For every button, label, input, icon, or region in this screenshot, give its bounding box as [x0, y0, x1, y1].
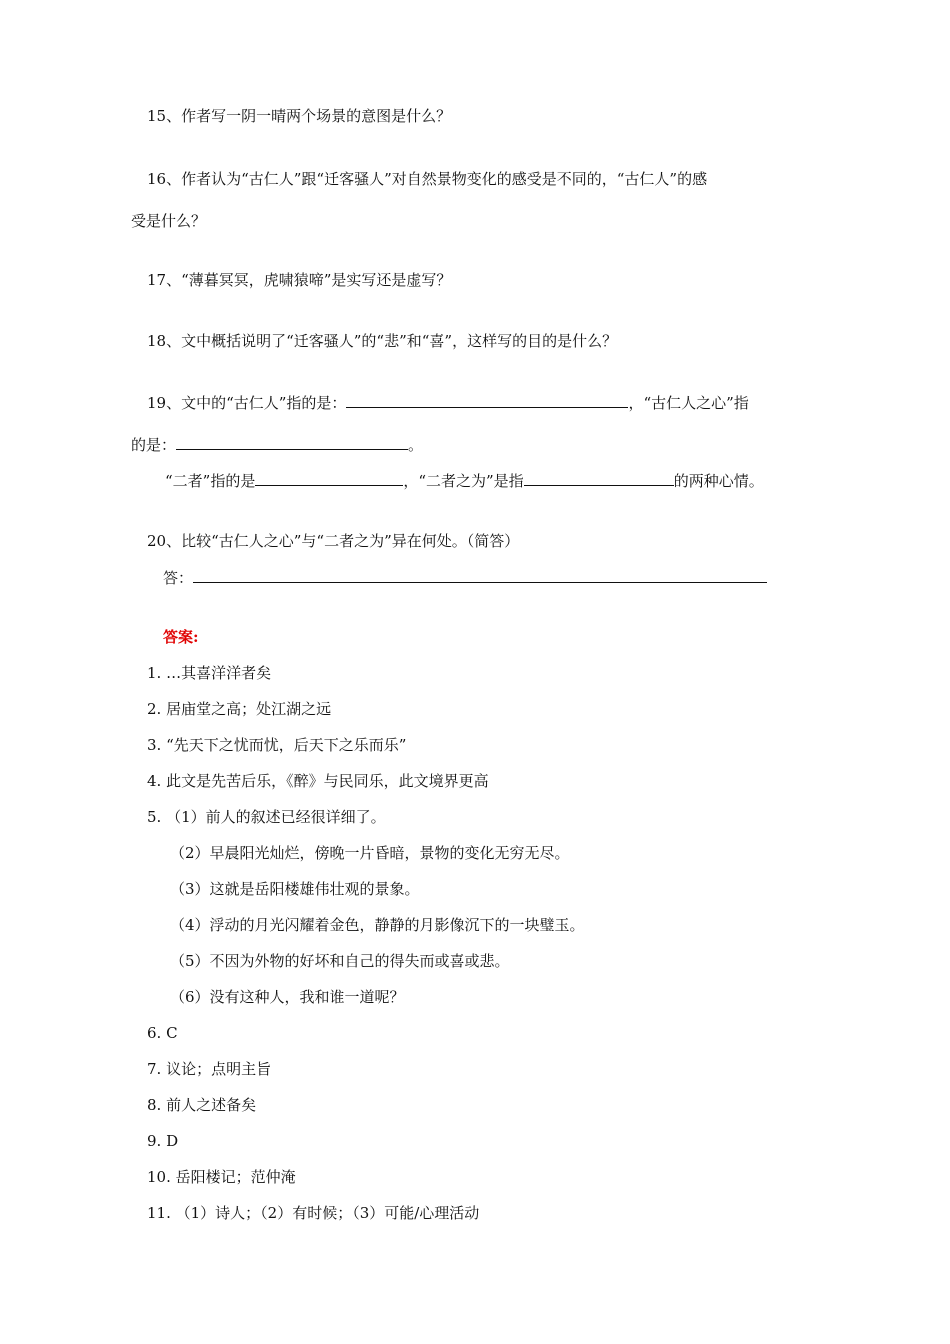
answer-6: 6. C	[147, 1024, 178, 1042]
answer-5-6: （6）没有这种人，我和谁一道呢？	[170, 988, 405, 1006]
answer-7: 7. 议论；点明主旨	[147, 1060, 272, 1078]
answer-5-3: （3）这就是岳阳楼雄伟壮观的景象。	[170, 880, 420, 898]
q19-text-g: 的两种心情。	[673, 472, 764, 490]
answer-10: 10. 岳阳楼记；范仲淹	[147, 1168, 296, 1186]
answer-11: 11. （1）诗人；（2）有时候；（3）可能/心理活动	[147, 1204, 480, 1222]
q19-text-d: 。	[408, 436, 424, 454]
q19-blank-1[interactable]	[346, 391, 628, 408]
q19-text-c: 的是：	[131, 436, 177, 454]
question-16-line2: 受是什么？	[131, 212, 207, 230]
question-20-answer-line	[163, 566, 767, 589]
question-16-line1: 16、作者认为“古仁人”跟“迁客骚人”对自然景物变化的感受是不同的，“古仁人”的感	[147, 170, 708, 188]
q20-answer-label: 答：	[163, 569, 194, 587]
answer-1: 1. …其喜洋洋者矣	[147, 664, 272, 682]
q19-text-b: ，“古仁人之心”指	[628, 394, 749, 412]
question-17: 17、“薄暮冥冥，虎啸猿啼”是实写还是虚写？	[147, 271, 452, 289]
q19-blank-2[interactable]	[176, 433, 408, 450]
answer-5-2: （2）早晨阳光灿烂，傍晚一片昏暗，景物的变化无穷无尽。	[170, 844, 570, 862]
answer-5-1: 5. （1）前人的叙述已经很详细了。	[147, 808, 386, 826]
q19-text-f: ，“二者之为”是指	[403, 472, 524, 490]
question-19-line2	[131, 433, 423, 456]
question-19-line1	[147, 391, 749, 414]
q19-text-a: 19、文中的“古仁人”指的是：	[147, 394, 347, 412]
question-15: 15、作者写一阴一晴两个场景的意图是什么？	[147, 107, 452, 125]
answer-4: 4. 此文是先苦后乐，《醉》与民同乐，此文境界更高	[147, 772, 489, 790]
answer-3: 3. “先天下之忧而忧，后天下之乐而乐”	[147, 736, 407, 754]
q19-blank-4[interactable]	[524, 469, 674, 486]
answer-5-4: （4）浮动的月光闪耀着金色，静静的月影像沉下的一块璧玉。	[170, 916, 585, 934]
answers-title: 答案:	[163, 628, 199, 646]
answer-2: 2. 居庙堂之高；处江湖之远	[147, 700, 332, 718]
answer-8: 8. 前人之述备矣	[147, 1096, 257, 1114]
answer-5-5: （5）不因为外物的好坏和自己的得失而或喜或悲。	[170, 952, 510, 970]
question-20: 20、比较“古仁人之心”与“二者之为”异在何处。（简答）	[147, 532, 520, 550]
q19-blank-3[interactable]	[255, 469, 403, 486]
question-18: 18、文中概括说明了“迁客骚人”的“悲”和“喜”，这样写的目的是什么？	[147, 332, 618, 350]
q20-answer-blank[interactable]	[193, 566, 767, 583]
q19-text-e: “二者”指的是	[165, 472, 256, 490]
answer-9: 9. D	[147, 1132, 179, 1150]
question-19-line3	[165, 469, 764, 492]
